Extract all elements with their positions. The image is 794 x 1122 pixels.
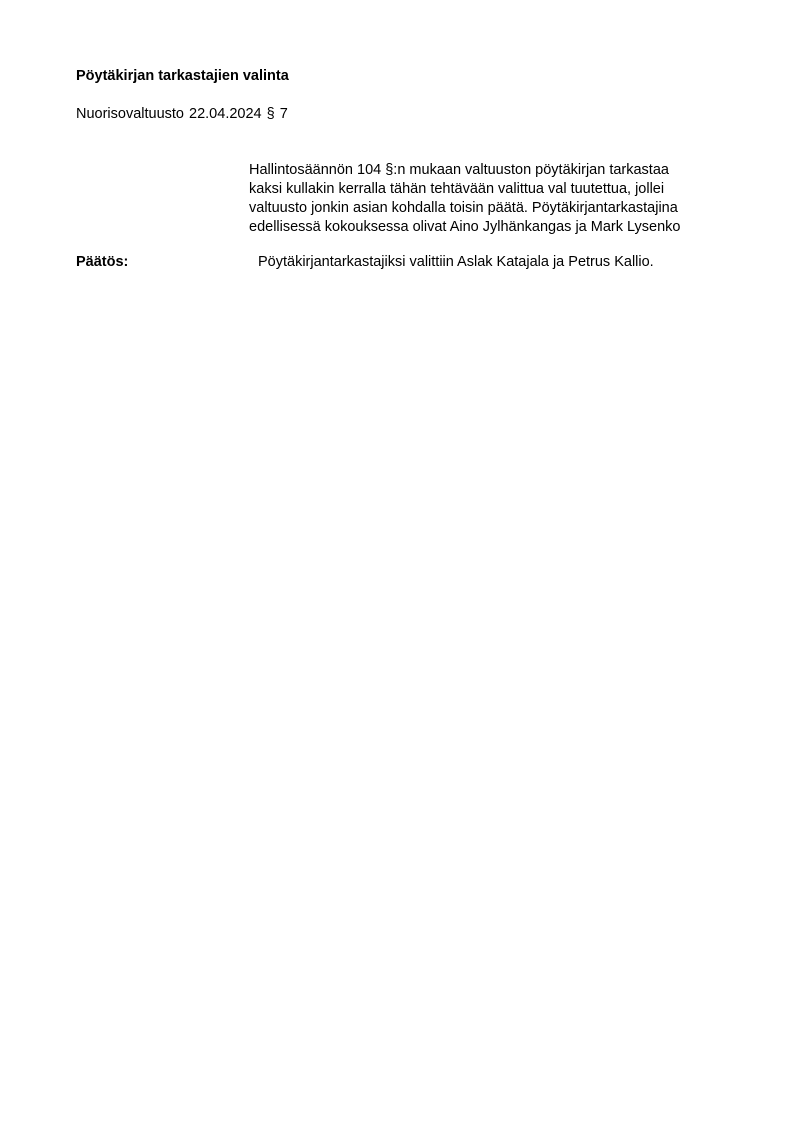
decision-text: Pöytäkirjantarkastajiksi valittiin Aslak Katajala ja Petrus Kallio. [258,254,654,270]
body-line: valtuusto jonkin asian kohdalla toisin päätä. Pöytäkirjantarkastajina [249,200,678,216]
meeting-reference: Nuorisovaltuusto 22.04.2024 § 7 [76,106,288,122]
body-paragraph [249,161,749,237]
body-line: kaksi kullakin kerralla tähän tehtävään valittua val tuutettua, jollei [249,181,665,197]
body-line: edellisessä kokouksessa olivat Aino Jylhänkangas ja Mark Lysenko [249,219,681,235]
decision-label: Päätös: [76,254,129,270]
body-line: Hallintosäännön 104 §:n mukaan valtuuston pöytäkirjan tarkastaa [249,162,669,178]
page-title: Pöytäkirjan tarkastajien valinta [76,68,289,84]
